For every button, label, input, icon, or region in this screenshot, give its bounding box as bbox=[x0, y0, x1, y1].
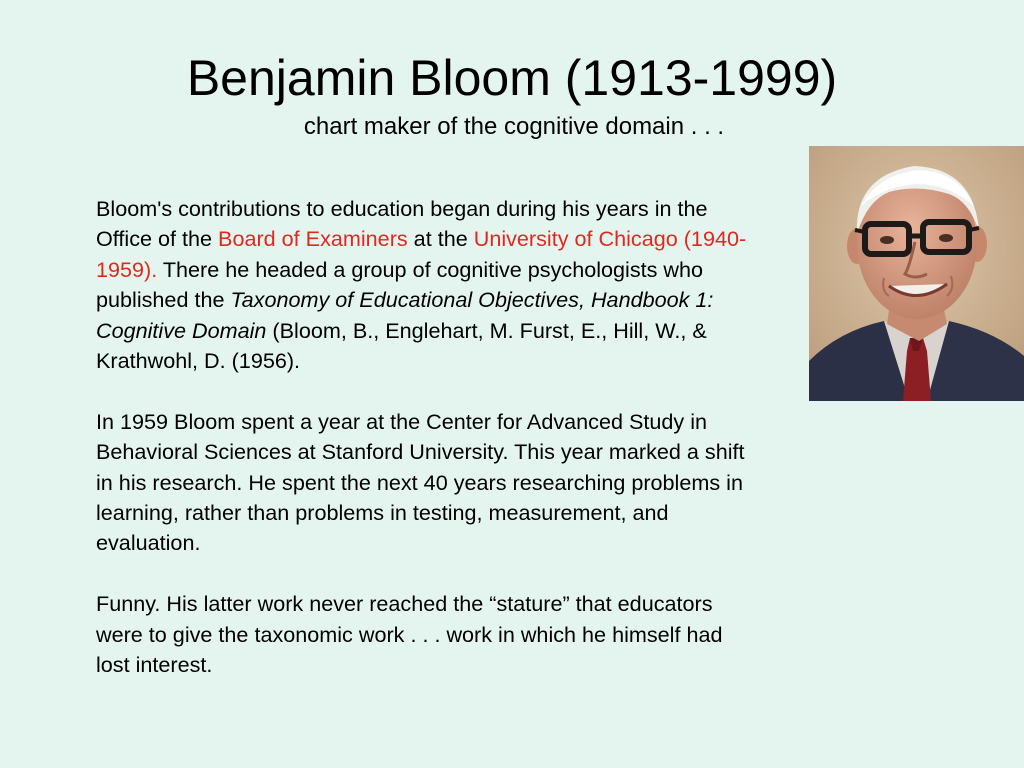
slide-subtitle: chart maker of the cognitive domain . . . bbox=[303, 113, 725, 140]
university-of-chicago-highlight: University of Chicago (1940-1959). bbox=[96, 226, 747, 282]
paragraph-text: Bloom's contributions to education began during his years in the Office of the bbox=[96, 196, 708, 252]
board-of-examiners-highlight: Board of Examiners bbox=[218, 226, 408, 252]
portrait-photo bbox=[809, 146, 1024, 401]
paragraph-text: at the bbox=[407, 226, 474, 252]
paragraph-contributions bbox=[96, 194, 756, 376]
taxonomy-title: Taxonomy of Educational Objectives, Handbook 1: Cognitive Domain bbox=[96, 287, 714, 343]
paragraph-funny: Funny. His latter work never reached the “stature” that educators were to give the taxonomic work . . . work in which he himself had lost interest. bbox=[96, 591, 723, 678]
paragraph-stanford: In 1959 Bloom spent a year at the Center for Advanced Study in Behavioral Sciences at Stanford University. This year marked a shift in his research. He spent the next 40 years researching problems in learning, rather than problems in testing, measurement, and evaluation. bbox=[96, 408, 745, 556]
slide-title: Benjamin Bloom (1913-1999) bbox=[186, 50, 838, 106]
paragraph-text: There he headed a group of cognitive psychologists who published the bbox=[96, 256, 704, 313]
paragraph-text: (Bloom, B., Englehart, M. Furst, E., Hill, W., & Krathwohl, D. (1956). bbox=[96, 317, 707, 374]
slide-body bbox=[96, 194, 756, 711]
